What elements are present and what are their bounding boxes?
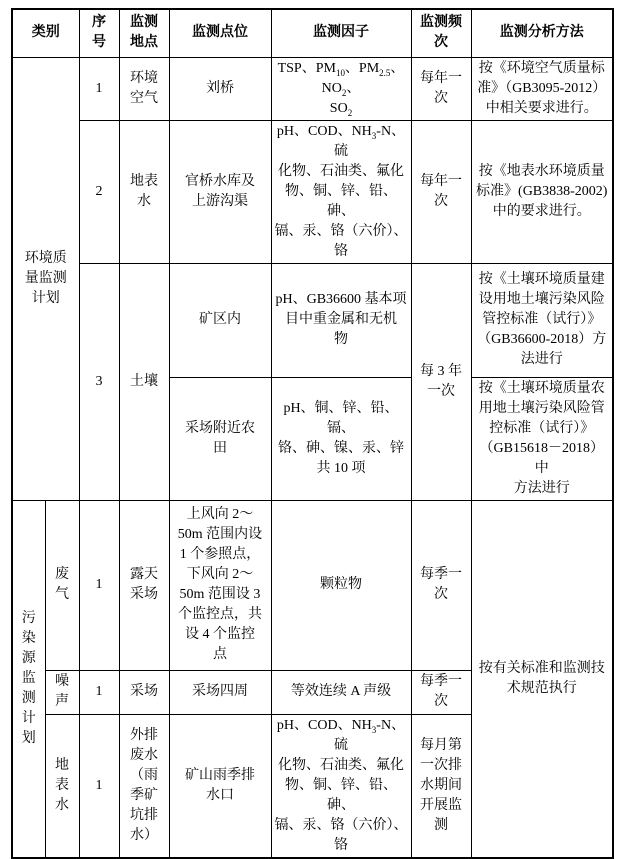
- soil-serial-cell: 3: [79, 263, 119, 500]
- table-row: [12, 57, 613, 120]
- soil-farmland-method-cell: 按《土壤环境质量农 用地土壤污染风险管 控标准（试行）》 （GB15618－2018）中 方法进行: [471, 377, 613, 500]
- surfacewater-method-cell: 按《地表水环境质量 标准》(GB3838-2002) 中的要求进行。: [471, 120, 613, 263]
- air-serial-cell: 1: [79, 57, 119, 120]
- pollution-section-category-cell: 污 染 源 监 测 计 划: [12, 500, 45, 858]
- surfacewater-location-cell: 地表 水: [119, 120, 169, 263]
- noise-subcategory-cell: 噪 声: [45, 670, 79, 714]
- air-factor-cell: TSP、$PM_{10}$、$PM_{2.5}$、$NO_2$、 $SO_2$: [271, 57, 411, 120]
- air-frequency-cell: 每年一 次: [411, 57, 471, 120]
- env-section-category-cell: 环境质 量监测 计划: [12, 57, 79, 500]
- discharge-location-cell: 外排 废水 （雨 季矿 坑排 水）: [119, 714, 169, 858]
- table-header-row: [12, 9, 613, 57]
- header-method: 监测分析方法: [471, 9, 613, 57]
- soil-frequency-cell: 每 3 年 一次: [411, 263, 471, 500]
- soil-minearea-point-cell: 矿区内: [169, 263, 271, 377]
- table-row: [12, 120, 613, 263]
- surfacewater-factor-cell: pH、COD、$NH_3-N$、硫 化物、石油类、氟化 物、铜、锌、铅、砷、 镉、汞、铬（六价）、 铬: [271, 120, 411, 263]
- pollution-method-cell: 按有关标准和监测技 术规范执行: [471, 500, 613, 858]
- noise-frequency-cell: 每季一 次: [411, 670, 471, 714]
- soil-minearea-factor-cell: pH、GB36600 基本项 目中重金属和无机 物: [271, 263, 411, 377]
- header-point: 监测点位: [169, 9, 271, 57]
- monitoring-plan-table: [11, 8, 614, 859]
- header-serial: 序 号: [79, 9, 119, 57]
- soil-farmland-point-cell: 采场附近农 田: [169, 377, 271, 500]
- header-frequency: 监测频 次: [411, 9, 471, 57]
- noise-serial-cell: 1: [79, 670, 119, 714]
- noise-location-cell: 采场: [119, 670, 169, 714]
- soil-minearea-method-cell: 按《土壤环境质量建 设用地土壤污染风险 管控标准（试行）》 （GB36600-2018）方 法进行: [471, 263, 613, 377]
- discharge-serial-cell: 1: [79, 714, 119, 858]
- air-location-cell: 环境 空气: [119, 57, 169, 120]
- table-row: [12, 263, 613, 377]
- discharge-point-cell: 矿山雨季排 水口: [169, 714, 271, 858]
- wastegas-frequency-cell: 每季一 次: [411, 500, 471, 670]
- soil-location-cell: 土壤: [119, 263, 169, 500]
- soil-farmland-factor-cell: pH、铜、锌、铅、镉、 铬、砷、镍、汞、锌 共 10 项: [271, 377, 411, 500]
- discharge-factor-cell: pH、COD、$NH_3-N$、硫 化物、石油类、氟化 物、铜、锌、铅、砷、 镉、汞、铬（六价）、 铬: [271, 714, 411, 858]
- table-row: [12, 500, 613, 670]
- noise-factor-cell: 等效连续 A 声级: [271, 670, 411, 714]
- air-method-cell: 按《环境空气质量标 准》（GB3095-2012） 中相关要求进行。: [471, 57, 613, 120]
- surfacewater-frequency-cell: 每年一 次: [411, 120, 471, 263]
- noise-point-cell: 采场四周: [169, 670, 271, 714]
- wastegas-factor-cell: 颗粒物: [271, 500, 411, 670]
- wastegas-serial-cell: 1: [79, 500, 119, 670]
- wastegas-location-cell: 露天 采场: [119, 500, 169, 670]
- wastegas-subcategory-cell: 废 气: [45, 500, 79, 670]
- surfacewater-serial-cell: 2: [79, 120, 119, 263]
- header-location: 监测 地点: [119, 9, 169, 57]
- header-category: 类别: [12, 9, 79, 57]
- header-factor: 监测因子: [271, 9, 411, 57]
- discharge-subcategory-cell: 地 表 水: [45, 714, 79, 858]
- discharge-frequency-cell: 每月第 一次排 水期间 开展监 测: [411, 714, 471, 858]
- wastegas-point-cell: 上风向 2～ 50m 范围内设 1 个参照点， 下风向 2～ 50m 范围设 3 个监控点，共 设 4 个监控 点: [169, 500, 271, 670]
- air-point-cell: 刘桥: [169, 57, 271, 120]
- surfacewater-point-cell: 官桥水库及 上游沟渠: [169, 120, 271, 263]
